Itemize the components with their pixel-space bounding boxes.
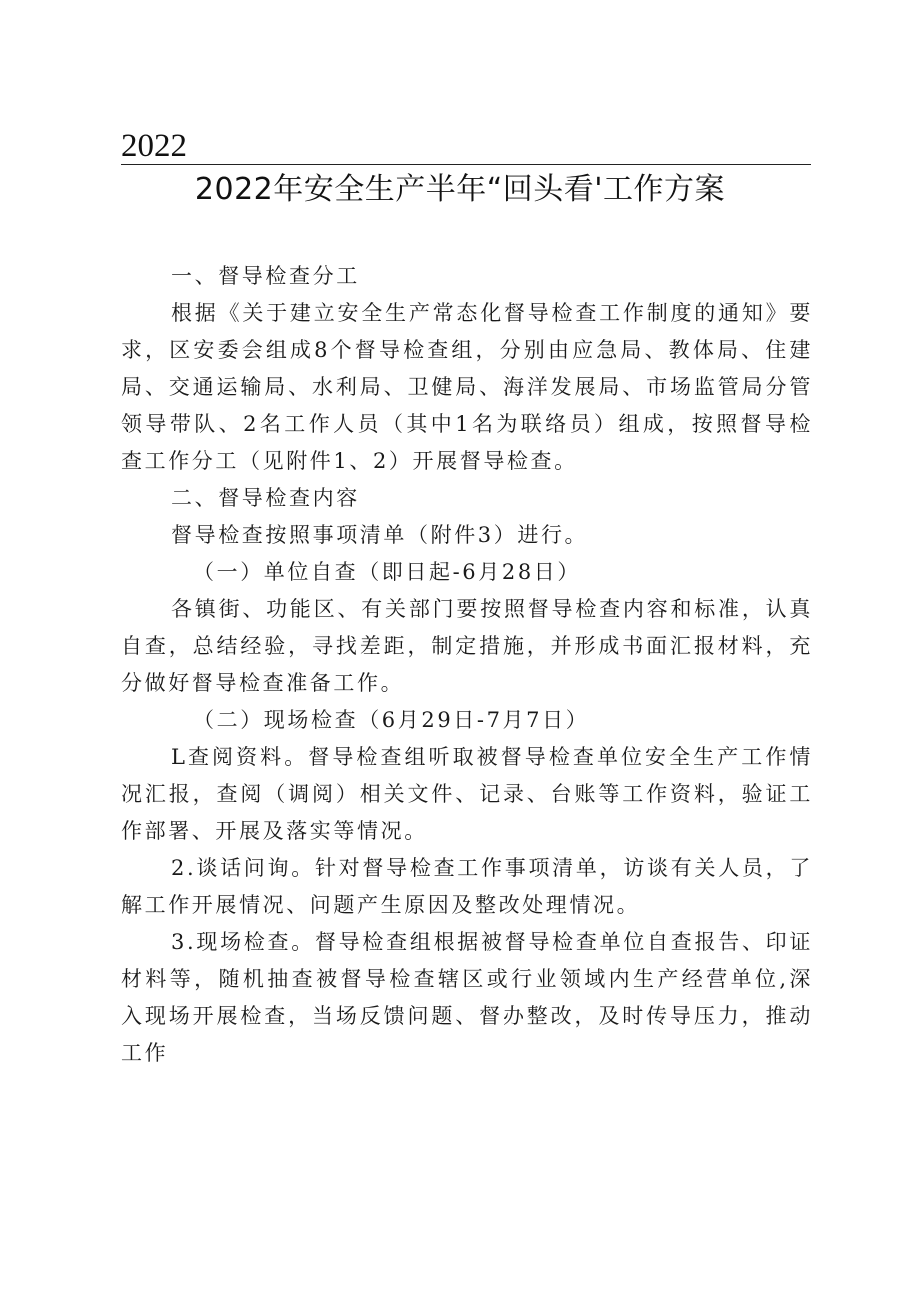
- paragraph-interviews: 2.谈话问询。针对督导检查工作事项清单，访谈有关人员，了解工作开展情况、问题产生原因及整改处理情况。: [121, 856, 813, 917]
- subsection-heading-1: （一）单位自查（即日起-6月28日）: [193, 560, 581, 584]
- document-title: 2022年安全生产半年“回头看'工作方案: [194, 172, 726, 207]
- subsection-heading-2: （二）现场检查（6月29日-7月7日）: [193, 708, 590, 732]
- paragraph-onsite-inspection: 3.现场检查。督导检查组根据被督导检查单位自查报告、印证材料等，随机抽查被督导检查辖区或行业领域内生产经营单位,深入现场开展检查，当场反馈问题、督办整改，及时传导压力，推动工作: [121, 930, 813, 1065]
- section-heading-2: 二、督导检查内容: [171, 486, 360, 510]
- paragraph-self-inspection: 各镇街、功能区、有关部门要按照督导检查内容和标准，认真自查，总结经验，寻找差距，制定措施，并形成书面汇报材料，充分做好督导检查准备工作。: [121, 597, 813, 695]
- header-divider: [121, 164, 811, 165]
- paragraph-checklist: 督导检查按照事项清单（附件3）进行。: [171, 523, 589, 547]
- document-body: [121, 258, 813, 1072]
- header-year-label: 2022: [121, 128, 187, 164]
- paragraph-review-materials: L查阅资料。督导检查组听取被督导检查单位安全生产工作情况汇报，查阅（调阅）相关文件、记录、台账等工作资料，验证工作部署、开展及落实等情况。: [121, 745, 813, 843]
- paragraph-division-of-work: 根据《关于建立安全生产常态化督导检查工作制度的通知》要求，区安委会组成8个督导检查组，分别由应急局、教体局、住建局、交通运输局、水利局、卫健局、海洋发展局、市场监管局分管领导带队、2名工作人员（其中1名为联络员）组成，按照督导检查工作分工（见附件1、2）开展督导检查。: [121, 301, 813, 473]
- section-heading-1: 一、督导检查分工: [171, 264, 360, 288]
